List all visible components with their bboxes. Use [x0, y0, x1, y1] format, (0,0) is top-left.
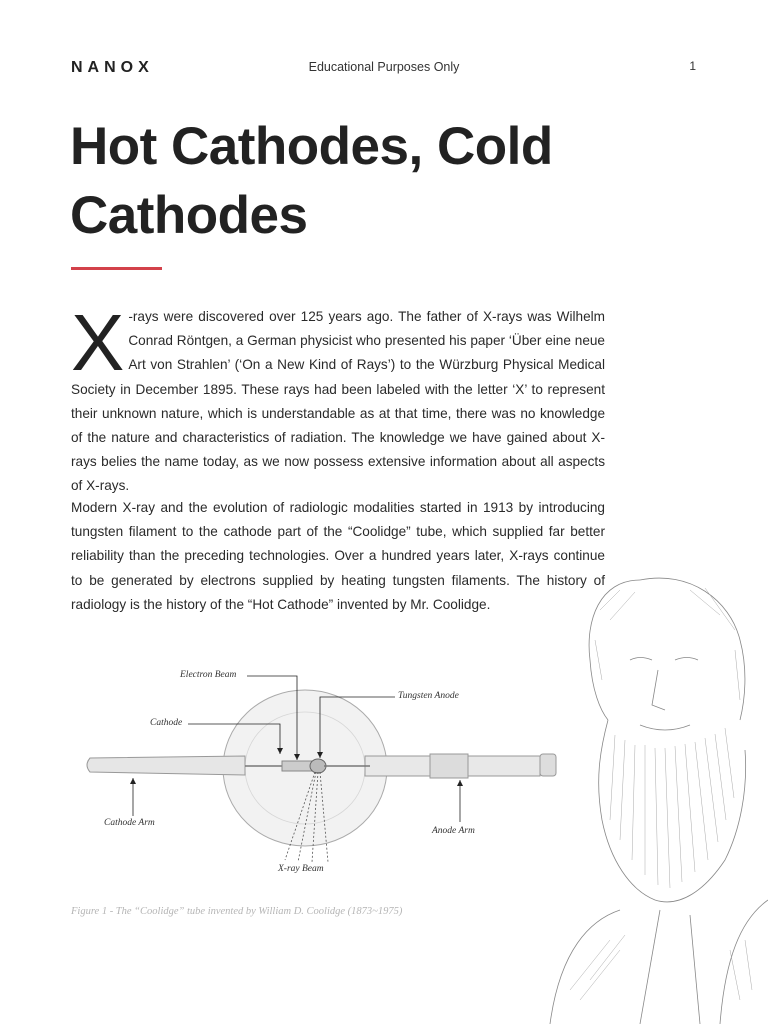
- label-cathode: Cathode: [150, 718, 183, 728]
- label-electron-beam: Electron Beam: [180, 670, 237, 680]
- page-title: Hot Cathodes, Cold Cathodes: [70, 117, 553, 245]
- label-cathode-arm: Cathode Arm: [104, 818, 155, 828]
- paragraph-intro-text: -rays were discovered over 125 years ago. The father of X-rays was Wilhelm Conrad Röntgen, a German physicist who presented his paper ‘Über eine neue Art von Strahlen’ (‘On a New Kind of Rays’) to the Würzburg Physical Medical Society in December 1895. These rays had been labeled with the letter ‘X’ to represent their unknown nature, which is understandable as at that time, there was no knowledge of the nature and characteristics of radiation. The knowledge we have gained about X-rays belies the name today, as we now possess extensive information about all aspects of X-rays.: [71, 309, 605, 494]
- label-xray-beam: X-ray Beam: [278, 864, 324, 874]
- label-anode-arm: Anode Arm: [432, 826, 475, 836]
- label-tungsten-anode: Tungsten Anode: [398, 691, 459, 701]
- logo: NANOX: [71, 59, 154, 76]
- paragraph-intro: [71, 298, 605, 499]
- paragraph-coolidge: Modern X-ray and the evolution of radiologic modalities started in 1913 by introducing tungsten filament to the cathode part of the “Coolidge” tube, which supplied far better reliability than the preceding technologies. Over a hundred years later, X-rays continue to be generated by electrons supplied by heating tungsten filaments. The history of radiology is the history of the “Hot Cathode” invented by Mr. Coolidge.: [71, 500, 605, 612]
- figure-coolidge-tube: [70, 650, 570, 890]
- figure-caption: Figure 1 - The “Coolidge” tube invented by William D. Coolidge (1873~1975): [71, 906, 403, 917]
- page-number: 1: [689, 59, 696, 73]
- tube-drawing: [70, 650, 570, 890]
- dropcap: X: [71, 298, 125, 387]
- accent-rule: [71, 267, 162, 270]
- header-center-text: Educational Purposes Only: [308, 60, 460, 74]
